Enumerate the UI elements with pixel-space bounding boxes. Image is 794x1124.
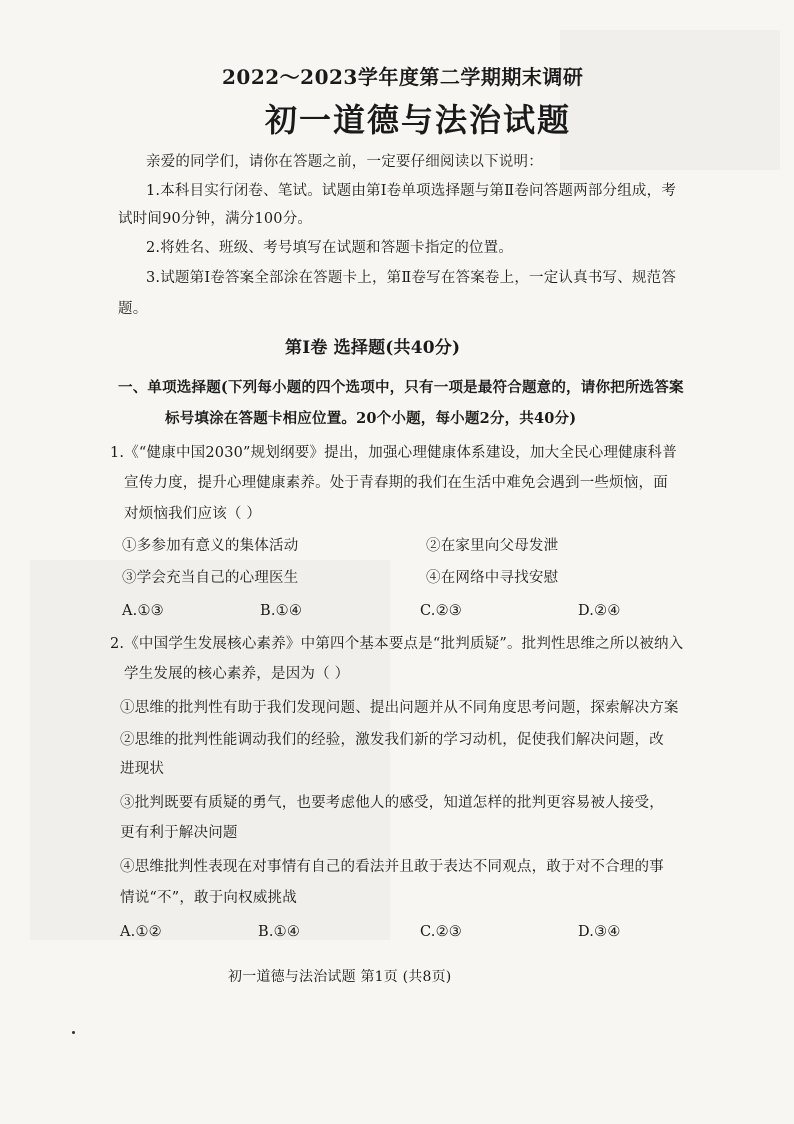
q1-statement: ④在网络中寻找安慰 <box>426 570 559 586</box>
q2-statement-cont: 进现状 <box>120 761 165 777</box>
instruction-3-cont: 题。 <box>118 301 148 317</box>
year-title: 2022～2023学年度第二学期期末调研 <box>222 65 584 89</box>
q2-statement: ①思维的批判性有助于我们发现问题、提出问题并从不同角度思考问题，探索解决方案 <box>120 700 679 716</box>
q2-statement: ③批判既要有质疑的勇气，也要考虑他人的感受，知道怎样的批判更容易被人接受， <box>120 795 664 811</box>
q1-option-c: C.②③ <box>420 603 462 619</box>
q2-stem: 2.《中国学生发展核心素养》中第四个基本要点是“批判质疑”。批判性思维之所以被纳入 <box>110 636 684 652</box>
section-heading: 第Ⅰ卷 选择题(共40分) <box>285 338 461 358</box>
instruction-2: 2.将姓名、班级、考号填写在试题和答题卡指定的位置。 <box>146 240 514 256</box>
q2-option-d: D.③④ <box>578 924 621 940</box>
q1-stem: 1.《“健康中国2030”规划纲要》提出，加强心理健康体系建设，加大全民心理健康科普 <box>110 445 677 461</box>
q2-option-c: C.②③ <box>420 924 462 940</box>
bleed-through-area <box>560 30 780 170</box>
q2-option-b: B.①④ <box>258 924 301 940</box>
q1-option-d: D.②④ <box>578 603 621 619</box>
q2-option-a: A.①② <box>120 924 162 940</box>
instruction-1: 1.本科目实行闭卷、笔试。试题由第Ⅰ卷单项选择题与第Ⅱ卷问答题两部分组成，考 <box>146 183 677 199</box>
instruction-1-cont: 试时间90分钟，满分100分。 <box>118 211 313 227</box>
scan-speck <box>72 1031 75 1034</box>
page-footer: 初一道德与法治试题 第1页 (共8页) <box>228 969 452 985</box>
q1-option-b: B.①④ <box>260 603 303 619</box>
q1-statement: ③学会充当自己的心理医生 <box>122 570 299 586</box>
q2-statement: ②思维的批判性能调动我们的经验，激发我们新的学习动机，促使我们解决问题，改 <box>120 732 664 748</box>
q2-statement-cont: 情说“不”，敢于向权威挑战 <box>120 890 297 906</box>
q1-stem-cont: 对烦恼我们应该（ ） <box>124 506 262 522</box>
q2-statement: ④思维批判性表现在对事情有自己的看法并且敢于表达不同观点，敢于对不合理的事 <box>120 859 664 875</box>
q1-stem-cont: 宣传力度，提升心理健康素养。处于青春期的我们在生活中难免会遇到一些烦恼，面 <box>124 475 668 491</box>
exam-title: 初一道德与法治试题 <box>265 101 572 139</box>
part-instructions-cont: 标号填涂在答题卡相应位置。20个小题，每小题2分，共40分) <box>165 410 577 427</box>
q1-statement: ②在家里向父母发泄 <box>426 538 559 554</box>
instruction-3: 3.试题第Ⅰ卷答案全部涂在答题卡上，第Ⅱ卷写在答案卷上，一定认真书写、规范答 <box>146 270 677 286</box>
q2-stem-cont: 学生发展的核心素养，是因为（ ） <box>124 666 350 682</box>
q1-statement: ①多参加有意义的集体活动 <box>122 538 299 554</box>
instructions-greeting: 亲爱的同学们，请你在答题之前，一定要仔细阅读以下说明： <box>146 154 543 170</box>
part-instructions: 一、单项选择题(下列每小题的四个选项中，只有一项是最符合题意的，请你把所选答案 <box>118 379 684 396</box>
bleed-through-area <box>30 560 390 940</box>
q2-statement-cont: 更有利于解决问题 <box>120 825 238 841</box>
q1-option-a: A.①③ <box>122 603 164 619</box>
